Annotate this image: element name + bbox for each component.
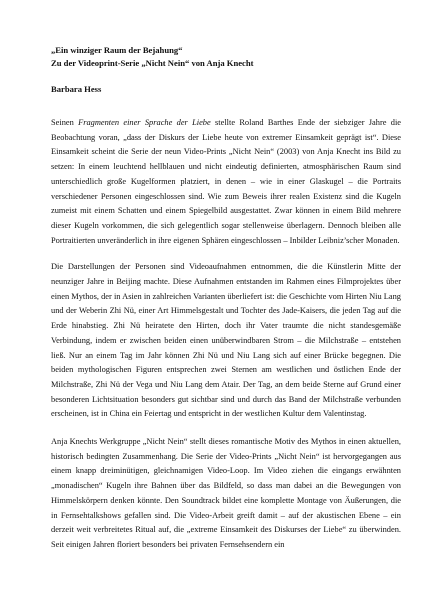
paragraph-1-rest: stellte Roland Barthes Ende der siebziger Jahre die Beobachtung voran, „dass der Diskurs der Liebe heute von extremer Einsamkeit geprägt ist“. Diese Einsamkeit scheint die Serie der neun Video-Prints „Nicht Nein“ (2003) von Anja Knecht ins Bild zu setzen: In einem leuchtend hellblauen und nicht eindeutig definierten, atmosphärischen Raum sind unterschiedlich große Kugelformen platziert, in denen – wie in einer Glaskugel – die Portraits verschiedener Personen eingeschlossen sind. Wie zum Beweis ihrer realen Existenz sind die Kugeln zumeist mit einem Schatten und einem Spiegelbild ausgestattet. Zwar können in einem Bild mehrere dieser Kugeln vorkommen, die sich gelegentlich sogar stellenweise überlagern. Dennoch bleiben alle Portraitierten unveränderlich in ihre eigenen Sphären eingeschlossen – Inbilder Leibniz’scher Monaden. <box>51 118 402 245</box>
paragraph-1-lead: Seinen <box>51 118 79 127</box>
title-line-1: „Ein winziger Raum der Bejahung“ <box>51 45 183 55</box>
author-name: Barbara Hess <box>51 84 102 94</box>
book-title: Fragmenten einer Sprache der Liebe <box>78 118 211 127</box>
paragraph-3: Anja Knechts Werkgruppe „Nicht Nein“ stellt dieses romantische Motiv des Mythos in einen aktuellen, historisch bedingten Zusammenhang. Die Serie der Video-Prints „Nicht Nein“ ist hervorgegangen aus einem knapp dreiminütigen, gleichnamigen Video-Loop. Im Video ziehen die eingangs erwähnten „monadischen“ Kugeln ihre Bahnen über das Bildfeld, so dass man dabei an die Bewegungen von Himmelskörpern denken könnte. Den Soundtrack bildet eine komplette Montage von Äußerungen, die in Fernsehtalkshows gefallen sind. Die Video-Arbeit greift damit – auf der akustischen Ebene – ein derzeit weit verbreitetes Ritual auf, die „extreme Einsamkeit des Diskurses der Liebe“ zu überwinden. Seit einigen Jahren floriert besonders bei privaten Fernsehsendern ein <box>51 437 401 549</box>
document-body <box>51 44 401 553</box>
paragraph-2: Die Darstellungen der Personen sind Videoaufnahmen entnommen, die die Künstlerin Mitte der neunziger Jahre in Beijing machte. Diese Aufnahmen entstanden im Rahmen eines Filmprojektes über einen Mythos, der in Asien in zahlreichen Varianten überliefert ist: die Geschichte vom Hirten Niu Lang und der Weberin Zhi Nü, einer Art Himmelsgestalt und Tochter des Jade-Kaisers, die jeden Tag auf die Erde hinabstieg. Zhi Nü heiratete den Hirten, doch ihr Vater traumte die nicht standesgemäße Verbindung, indem er zwischen beiden einen unüberwindbaren Strom – die Milchstraße – entstehen ließ. Nur an einem Tag im Jahr können Zhi Nü und Niu Lang sich auf einer Brücke begegnen. Die beiden mythologischen Figuren entsprechen zwei Sternen am westlichen und östlichen Ende der Milchstraße, Zhi Nü der Vega und Niu Lang dem Atair. Der Tag, an dem beide Sterne auf Grund einer besonderen Lichtsituation besonders gut sichtbar sind und durch das Band der Milchstraße verbunden erscheinen, ist in China ein Feiertag und entspricht in der westlichen Kultur dem Valentinstag. <box>51 262 401 419</box>
paragraph-1 <box>51 116 401 248</box>
title-line-2: Zu der Videoprint-Serie „Nicht Nein“ von Anja Knecht <box>51 57 254 68</box>
